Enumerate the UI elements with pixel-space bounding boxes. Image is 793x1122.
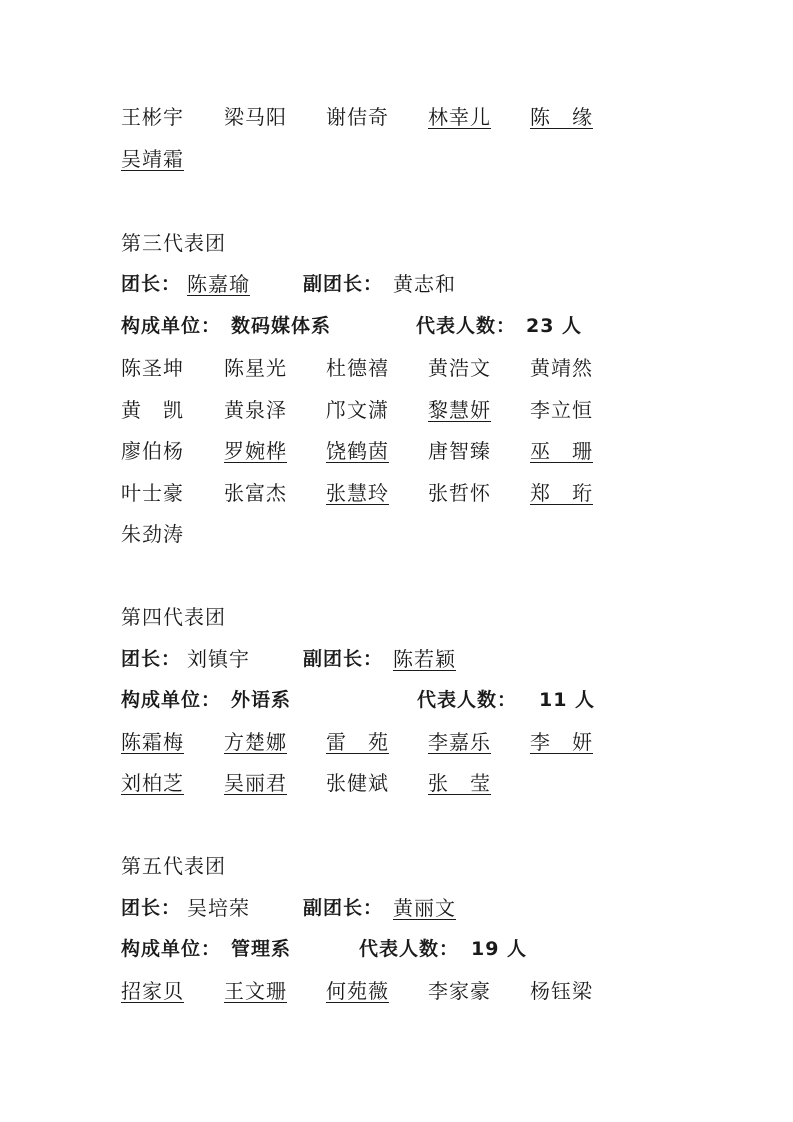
delegate-name: 黄 凯	[121, 398, 184, 422]
delegate-name: 巫 珊	[530, 439, 593, 463]
delegate-name: 张哲怀	[428, 481, 491, 505]
unit-label: 构成单位：	[121, 315, 222, 337]
vice-leader-label: 副团长：	[303, 273, 384, 295]
unit-name: 数码媒体系	[231, 315, 332, 337]
delegate-name: 何苑薇	[326, 979, 389, 1003]
delegate-name: 黄泉泽	[224, 398, 287, 422]
count-label: 代表人数：	[416, 315, 517, 337]
vice-leader-name: 陈若颖	[393, 647, 456, 671]
delegate-name: 陈星光	[224, 356, 287, 380]
delegate-name: 李家豪	[428, 979, 491, 1003]
delegate-name: 陈圣坤	[121, 356, 184, 380]
unit-label: 构成单位：	[121, 689, 222, 711]
leader-label: 团长：	[121, 273, 182, 295]
unit-name: 管理系	[231, 938, 292, 960]
delegate-name: 黄浩文	[428, 356, 491, 380]
delegate-name: 张健斌	[326, 771, 389, 795]
delegate-name: 杨钰梁	[530, 979, 593, 1003]
delegate-name: 黎慧妍	[428, 398, 491, 422]
leader-name: 刘镇宇	[187, 647, 250, 671]
delegate-name: 唐智臻	[428, 439, 491, 463]
delegate-name: 张慧玲	[326, 481, 389, 505]
vice-leader-label: 副团长：	[303, 897, 384, 919]
delegate-name: 廖伯杨	[121, 439, 184, 463]
unit-label: 构成单位：	[121, 938, 222, 960]
delegate-name: 雷 苑	[326, 730, 389, 754]
delegate-name: 饶鹤茵	[326, 439, 389, 463]
vice-leader-label: 副团长：	[303, 648, 384, 670]
delegate-name: 王彬宇	[121, 105, 184, 129]
leader-label: 团长：	[121, 648, 182, 670]
delegate-name: 李立恒	[530, 398, 593, 422]
delegate-name: 谢佶奇	[326, 105, 389, 129]
delegate-name: 邝文潇	[326, 398, 389, 422]
vice-leader-name: 黄丽文	[393, 896, 456, 920]
delegate-name: 李嘉乐	[428, 730, 491, 754]
delegate-name: 王文珊	[224, 979, 287, 1003]
delegate-name: 吴靖霜	[121, 147, 184, 171]
delegate-name: 陈 缘	[530, 105, 593, 129]
delegate-name: 张 莹	[428, 771, 491, 795]
delegate-name: 黄靖然	[530, 356, 593, 380]
delegate-name: 李 妍	[530, 730, 593, 754]
delegate-name: 林幸儿	[428, 105, 491, 129]
unit-name: 外语系	[231, 689, 292, 711]
delegate-name: 郑 珩	[530, 481, 593, 505]
delegate-name: 吴丽君	[224, 771, 287, 795]
delegate-count: 19 人	[471, 938, 528, 960]
delegate-name: 方楚娜	[224, 730, 287, 754]
delegate-name: 刘柏芝	[121, 771, 184, 795]
delegate-name: 梁马阳	[224, 105, 287, 129]
delegate-name: 张富杰	[224, 481, 287, 505]
delegate-name: 招家贝	[121, 979, 184, 1003]
delegate-count: 23 人	[526, 315, 583, 337]
leader-name: 陈嘉瑜	[187, 272, 250, 296]
leader-name: 吴培荣	[187, 896, 250, 920]
leader-label: 团长：	[121, 897, 182, 919]
delegate-name: 罗婉桦	[224, 439, 287, 463]
vice-leader-name: 黄志和	[393, 272, 456, 296]
delegate-name: 叶士豪	[121, 481, 184, 505]
count-label: 代表人数：	[359, 938, 460, 960]
delegate-count: 11 人	[539, 689, 596, 711]
delegate-name: 朱劲涛	[121, 522, 184, 546]
delegate-name: 陈霜梅	[121, 730, 184, 754]
count-label: 代表人数：	[417, 689, 518, 711]
delegate-name: 杜德禧	[326, 356, 389, 380]
